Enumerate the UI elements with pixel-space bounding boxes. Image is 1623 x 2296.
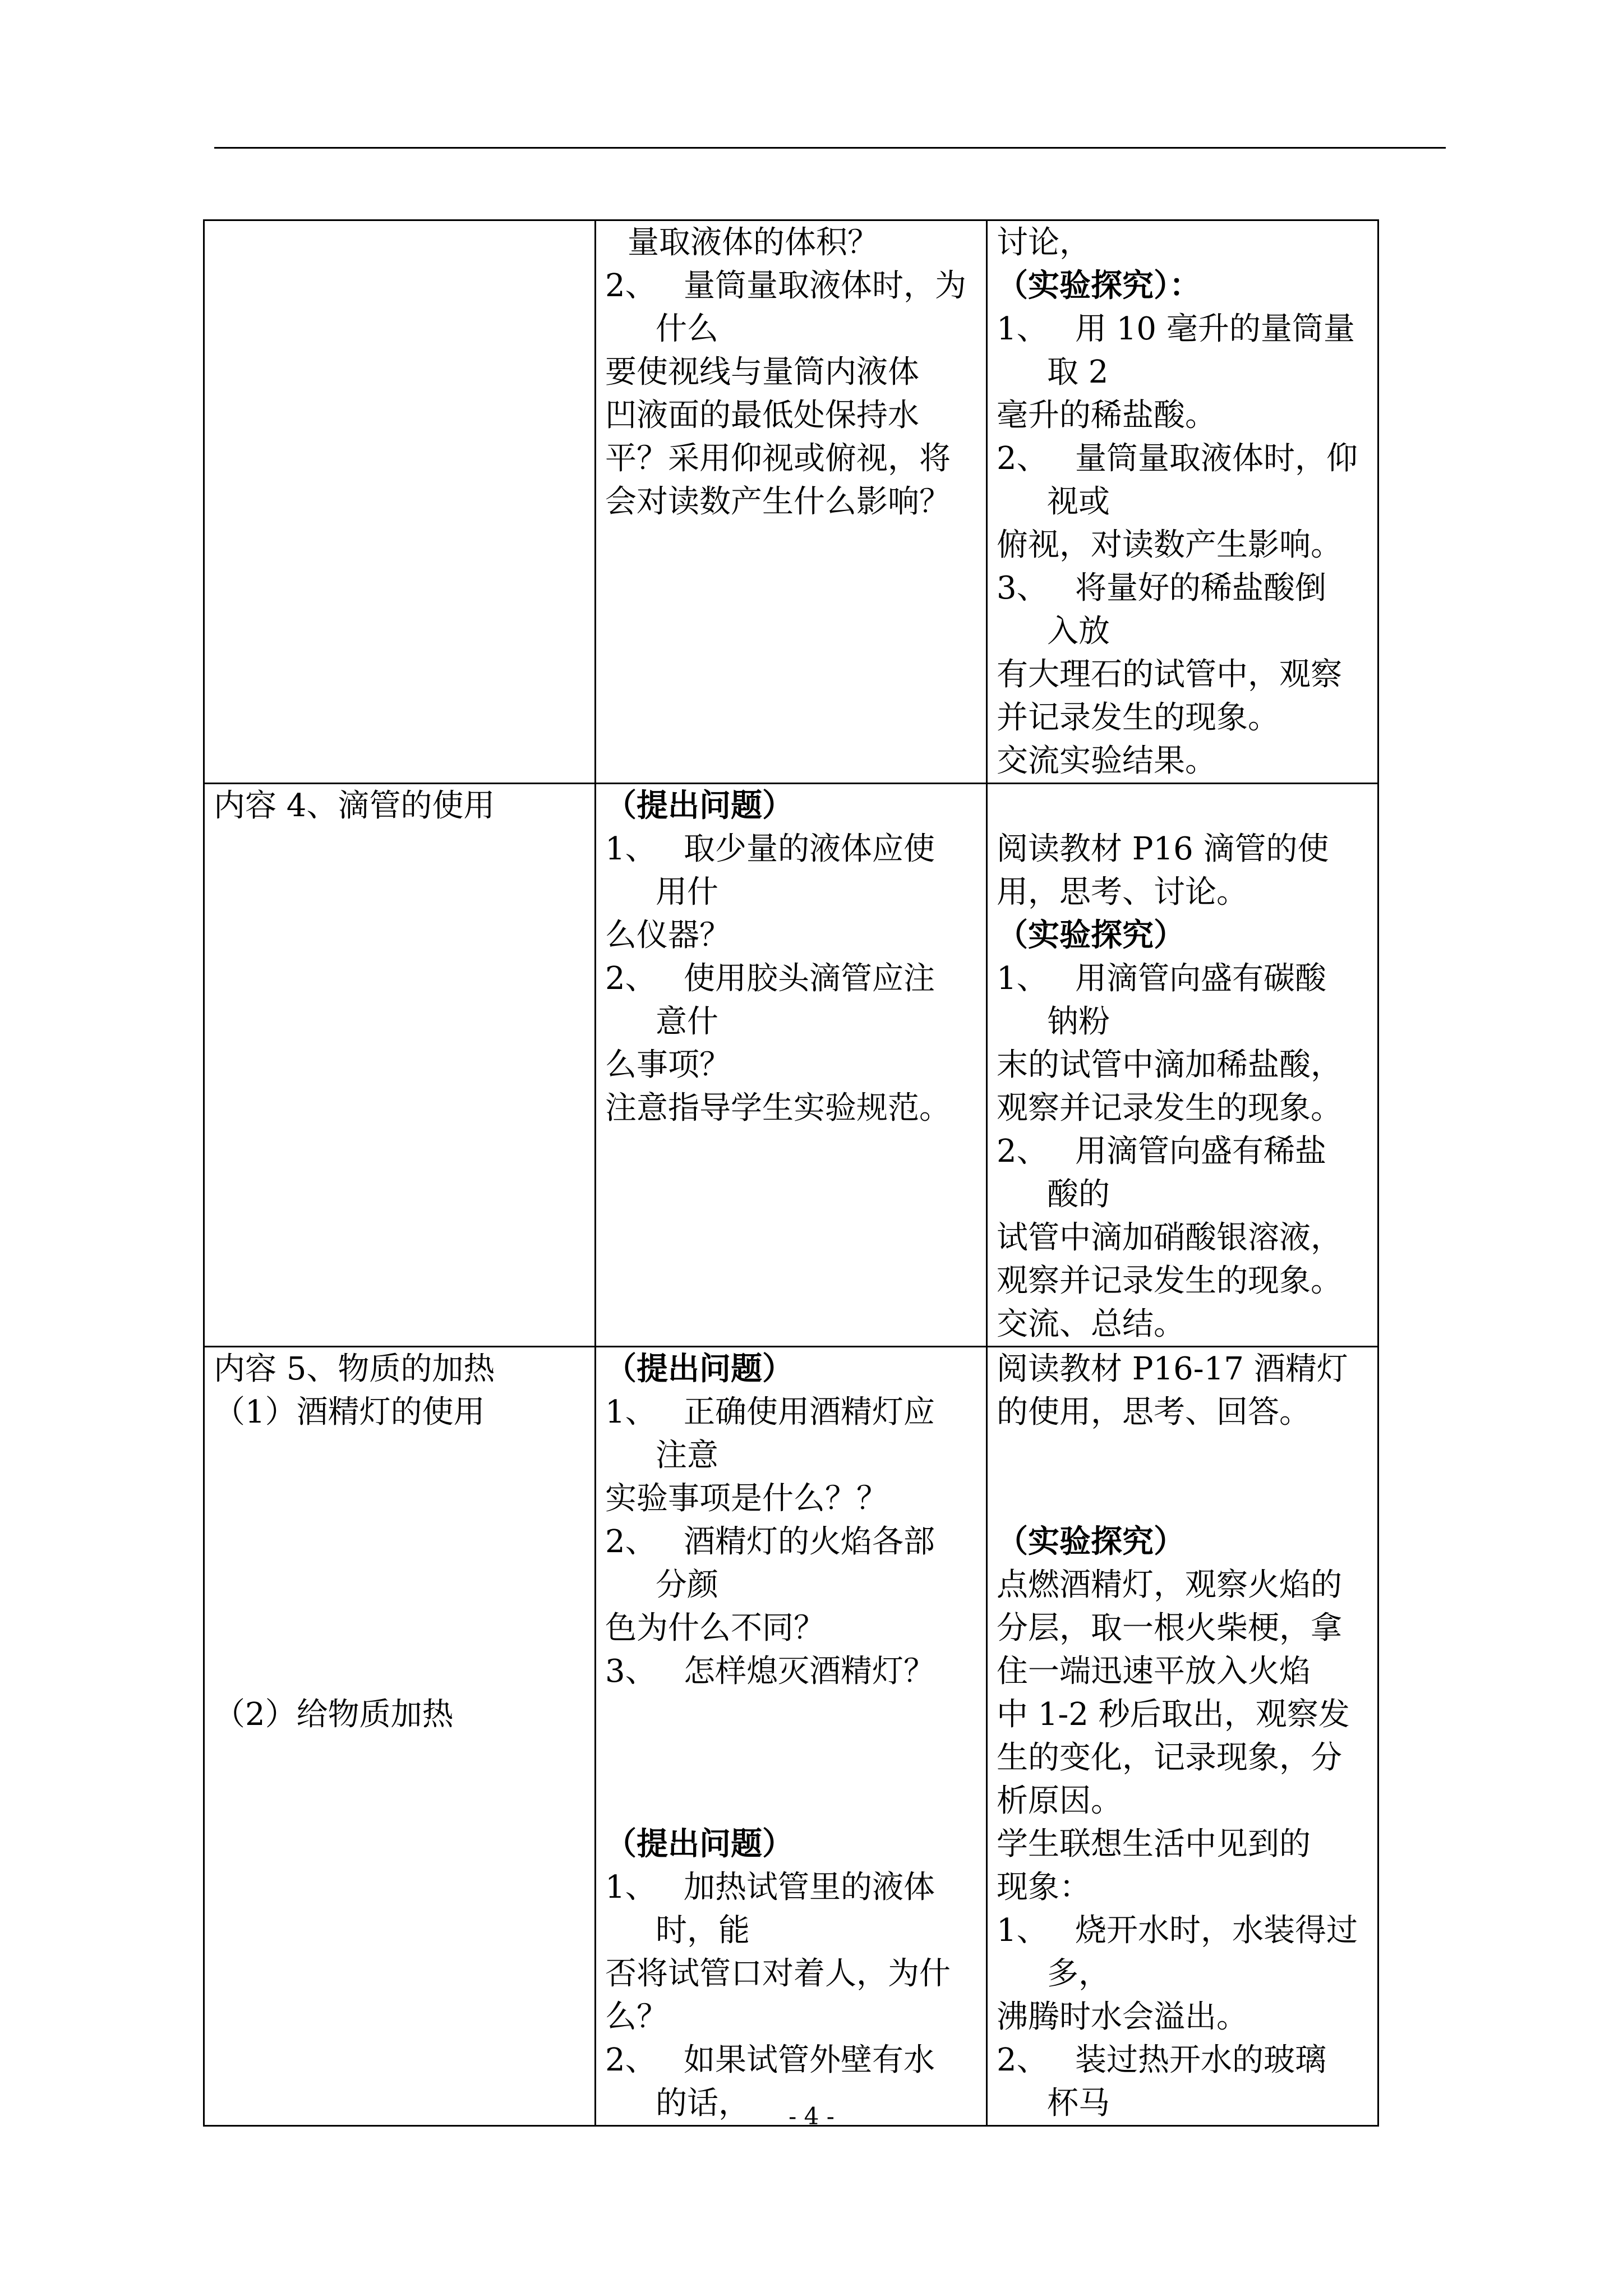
text-line (605, 1563, 977, 1607)
line-text: 住一端迅速平放入火焰 (997, 1653, 1311, 1690)
text-line (997, 1607, 1368, 1650)
text-line (214, 784, 585, 827)
text-line (997, 1303, 1368, 1346)
line-text: 阅读教材 P16-17 酒精灯 (997, 1351, 1348, 1387)
header-rule (214, 147, 1446, 149)
table-cell (987, 784, 1378, 1347)
text-line (997, 827, 1368, 871)
text-line (605, 1995, 977, 2039)
line-text: 用，思考、讨论。 (997, 874, 1248, 910)
text-line (605, 1434, 977, 1477)
text-line (997, 1347, 1368, 1391)
line-text: 用滴管向盛有稀盐 (1075, 1133, 1326, 1170)
line-text: 毫升的稀盐酸。 (997, 397, 1216, 434)
text-line (605, 1520, 977, 1563)
line-text: 时，能 (656, 1912, 750, 1949)
text-line (605, 871, 977, 914)
line-text: 量筒量取液体时，仰 (1075, 440, 1358, 477)
line-text: （1）酒精灯的使用 (214, 1394, 485, 1430)
list-number: 1、 (997, 311, 1048, 347)
line-text: 的话， (656, 2085, 750, 2122)
line-text: 么？ (605, 1999, 668, 2035)
text-line (605, 1952, 977, 1995)
line-text: 用什 (656, 874, 718, 910)
line-text: 用 10 毫升的量筒量 (1075, 311, 1355, 347)
line-text: 内容 5、物质的加热 (214, 1351, 495, 1387)
line-text: 么仪器？ (605, 917, 731, 954)
text-line (997, 957, 1368, 1000)
line-text: 观察并记录发生的现象。 (997, 1263, 1342, 1299)
line-text: 用滴管向盛有碳酸 (1075, 960, 1326, 997)
line-text: 什么 (656, 311, 718, 347)
line-text: 析原因。 (997, 1783, 1122, 1819)
line-text: 杯马 (1047, 2085, 1110, 2122)
table-cell (204, 220, 596, 784)
list-number: 1、 (605, 1394, 657, 1430)
text-line (214, 1347, 585, 1391)
line-text: 量取液体的体积？ (628, 224, 879, 261)
text-line (997, 1693, 1368, 1736)
text-line (605, 1000, 977, 1043)
text-line (605, 827, 977, 871)
line-text: 交流实验结果。 (997, 743, 1216, 779)
line-text: 并记录发生的现象。 (997, 700, 1279, 736)
list-number: 2、 (997, 440, 1048, 477)
text-line (997, 1216, 1368, 1259)
text-line (997, 480, 1368, 523)
text-line (997, 437, 1368, 480)
text-line (605, 437, 977, 480)
list-number: 3、 (997, 570, 1048, 606)
line-text: （实验探究）： (997, 267, 1201, 304)
text-line (605, 1043, 977, 1087)
line-text: 分颜 (656, 1567, 718, 1603)
table-cell (987, 1347, 1378, 2126)
line-text: 实验事项是什么？？ (605, 1480, 888, 1517)
table-cell (596, 1347, 987, 2126)
text-line (997, 1736, 1368, 1779)
line-text: 加热试管里的液体 (684, 1869, 935, 1906)
text-line (605, 1347, 977, 1391)
table-cell (987, 220, 1378, 784)
line-text: 的使用，思考、回答。 (997, 1394, 1311, 1430)
line-text: 视或 (1047, 484, 1110, 520)
list-number: 2、 (605, 960, 657, 997)
line-text: （实验探究） (997, 1523, 1185, 1560)
spacer (997, 1434, 1368, 1520)
text-line (997, 1909, 1368, 1952)
text-line (997, 1043, 1368, 1087)
text-line (605, 1823, 977, 1866)
text-line (997, 221, 1368, 264)
line-text: 俯视，对读数产生影响。 (997, 527, 1342, 563)
list-number: 1、 (605, 831, 657, 867)
line-text: 有大理石的试管中，观察 (997, 656, 1342, 693)
text-line (997, 739, 1368, 783)
list-number: 2、 (605, 268, 657, 304)
list-number: 1、 (605, 1869, 657, 1906)
lesson-plan-table (203, 219, 1379, 2127)
line-text: 注意指导学生实验规范。 (605, 1090, 951, 1126)
line-text: 中 1-2 秒后取出，观察发 (997, 1696, 1350, 1733)
text-line (997, 914, 1368, 957)
text-line (214, 1391, 585, 1434)
line-text: 钠粉 (1047, 1004, 1110, 1040)
text-line (997, 1000, 1368, 1043)
line-text: 如果试管外壁有水 (684, 2042, 935, 2078)
line-text: 平？采用仰视或俯视，将 (605, 440, 951, 477)
list-number: 2、 (605, 2042, 657, 2078)
line-text: 生的变化，记录现象，分 (997, 1740, 1342, 1776)
line-text: 酒精灯的火焰各部 (684, 1524, 935, 1560)
text-line (214, 1693, 585, 1736)
text-line (997, 394, 1368, 437)
text-line (997, 1563, 1368, 1607)
line-text: 内容 4、滴管的使用 (214, 788, 495, 824)
list-number: 1、 (997, 1912, 1048, 1949)
list-number: 2、 (997, 1133, 1048, 1170)
list-number: 2、 (605, 1524, 657, 1560)
line-text: 观察并记录发生的现象。 (997, 1090, 1342, 1126)
line-text: （提出问题） (605, 1350, 794, 1387)
line-text: 否将试管口对着人，为什 (605, 1955, 951, 1992)
line-text: 酸的 (1047, 1176, 1110, 1213)
line-text: 沸腾时水会溢出。 (997, 1999, 1248, 2035)
line-text: （实验探究） (997, 917, 1185, 954)
text-line (605, 221, 977, 264)
text-line (997, 1173, 1368, 1216)
line-text: 分层，取一根火柴梗，拿 (997, 1610, 1342, 1646)
line-text: 讨论， (997, 224, 1091, 261)
line-text: （提出问题） (605, 787, 794, 824)
text-line (997, 2039, 1368, 2082)
text-line (997, 567, 1368, 610)
table-cell (204, 1347, 596, 2126)
text-line (997, 1259, 1368, 1303)
text-line (605, 784, 977, 827)
line-text: 取少量的液体应使 (684, 831, 935, 867)
text-line (605, 1477, 977, 1520)
line-text: 现象： (997, 1869, 1091, 1906)
line-text: 正确使用酒精灯应 (684, 1394, 935, 1430)
text-line (997, 1520, 1368, 1563)
table-cell (204, 784, 596, 1347)
line-text: 入放 (1047, 613, 1110, 650)
line-text: 烧开水时，水装得过 (1075, 1912, 1358, 1949)
text-line (605, 1909, 977, 1952)
line-text: 将量好的稀盐酸倒 (1075, 570, 1326, 606)
spacer (605, 1693, 977, 1823)
line-text: 凹液面的最低处保持水 (605, 397, 919, 434)
page-number: - 4 - (789, 2102, 834, 2130)
text-line (605, 2039, 977, 2082)
text-line (605, 957, 977, 1000)
text-line (997, 1995, 1368, 2039)
text-line (997, 1650, 1368, 1693)
table-row (204, 1347, 1378, 2126)
text-line (997, 1952, 1368, 1995)
list-number: 2、 (997, 2042, 1048, 2078)
spacer (997, 784, 1368, 827)
line-text: 阅读教材 P16 滴管的使 (997, 831, 1329, 867)
table-cell (596, 784, 987, 1347)
text-line (997, 1779, 1368, 1823)
line-text: 色为什么不同？ (605, 1610, 825, 1646)
line-text: 点燃酒精灯，观察火焰的 (997, 1567, 1342, 1603)
table-cell (596, 220, 987, 784)
text-line (997, 1866, 1368, 1909)
text-line (605, 1391, 977, 1434)
text-line (997, 307, 1368, 351)
line-text: 装过热开水的玻璃 (1075, 2042, 1326, 2078)
text-line (605, 307, 977, 351)
list-number: 1、 (997, 960, 1048, 997)
line-text: 要使视线与量筒内液体 (605, 354, 919, 390)
text-line (997, 351, 1368, 394)
line-text: 么事项？ (605, 1047, 731, 1083)
text-line (997, 610, 1368, 653)
table-row (204, 784, 1378, 1347)
line-text: 末的试管中滴加稀盐酸， (997, 1047, 1342, 1083)
text-line (997, 1823, 1368, 1866)
line-text: 注意 (656, 1437, 718, 1474)
text-line (997, 523, 1368, 567)
text-line (605, 351, 977, 394)
text-line (997, 264, 1368, 307)
text-line (605, 480, 977, 523)
text-line (605, 1650, 977, 1693)
line-text: 试管中滴加硝酸银溶液， (997, 1220, 1342, 1256)
text-line (997, 1087, 1368, 1130)
text-line (997, 1130, 1368, 1173)
text-line (997, 653, 1368, 696)
spacer (214, 1434, 585, 1693)
line-text: （提出问题） (605, 1825, 794, 1862)
list-number: 3、 (605, 1653, 657, 1690)
line-text: 会对读数产生什么影响？ (605, 484, 951, 520)
line-text: 学生联想生活中见到的 (997, 1826, 1311, 1862)
line-text: 怎样熄灭酒精灯？ (684, 1653, 935, 1690)
line-text: （2）给物质加热 (214, 1696, 454, 1733)
text-line (605, 1087, 977, 1130)
text-line (605, 914, 977, 957)
text-line (605, 1607, 977, 1650)
text-line (997, 1391, 1368, 1434)
text-line (997, 696, 1368, 739)
line-text: 交流、总结。 (997, 1306, 1185, 1342)
line-text: 量筒量取液体时，为 (684, 268, 966, 304)
line-text: 多， (1047, 1955, 1110, 1992)
text-line (605, 394, 977, 437)
text-line (605, 1866, 977, 1909)
table-row (204, 220, 1378, 784)
line-text: 使用胶头滴管应注 (684, 960, 935, 997)
text-line (605, 264, 977, 307)
line-text: 意什 (656, 1004, 718, 1040)
text-line (997, 871, 1368, 914)
line-text: 取 2 (1047, 354, 1109, 390)
